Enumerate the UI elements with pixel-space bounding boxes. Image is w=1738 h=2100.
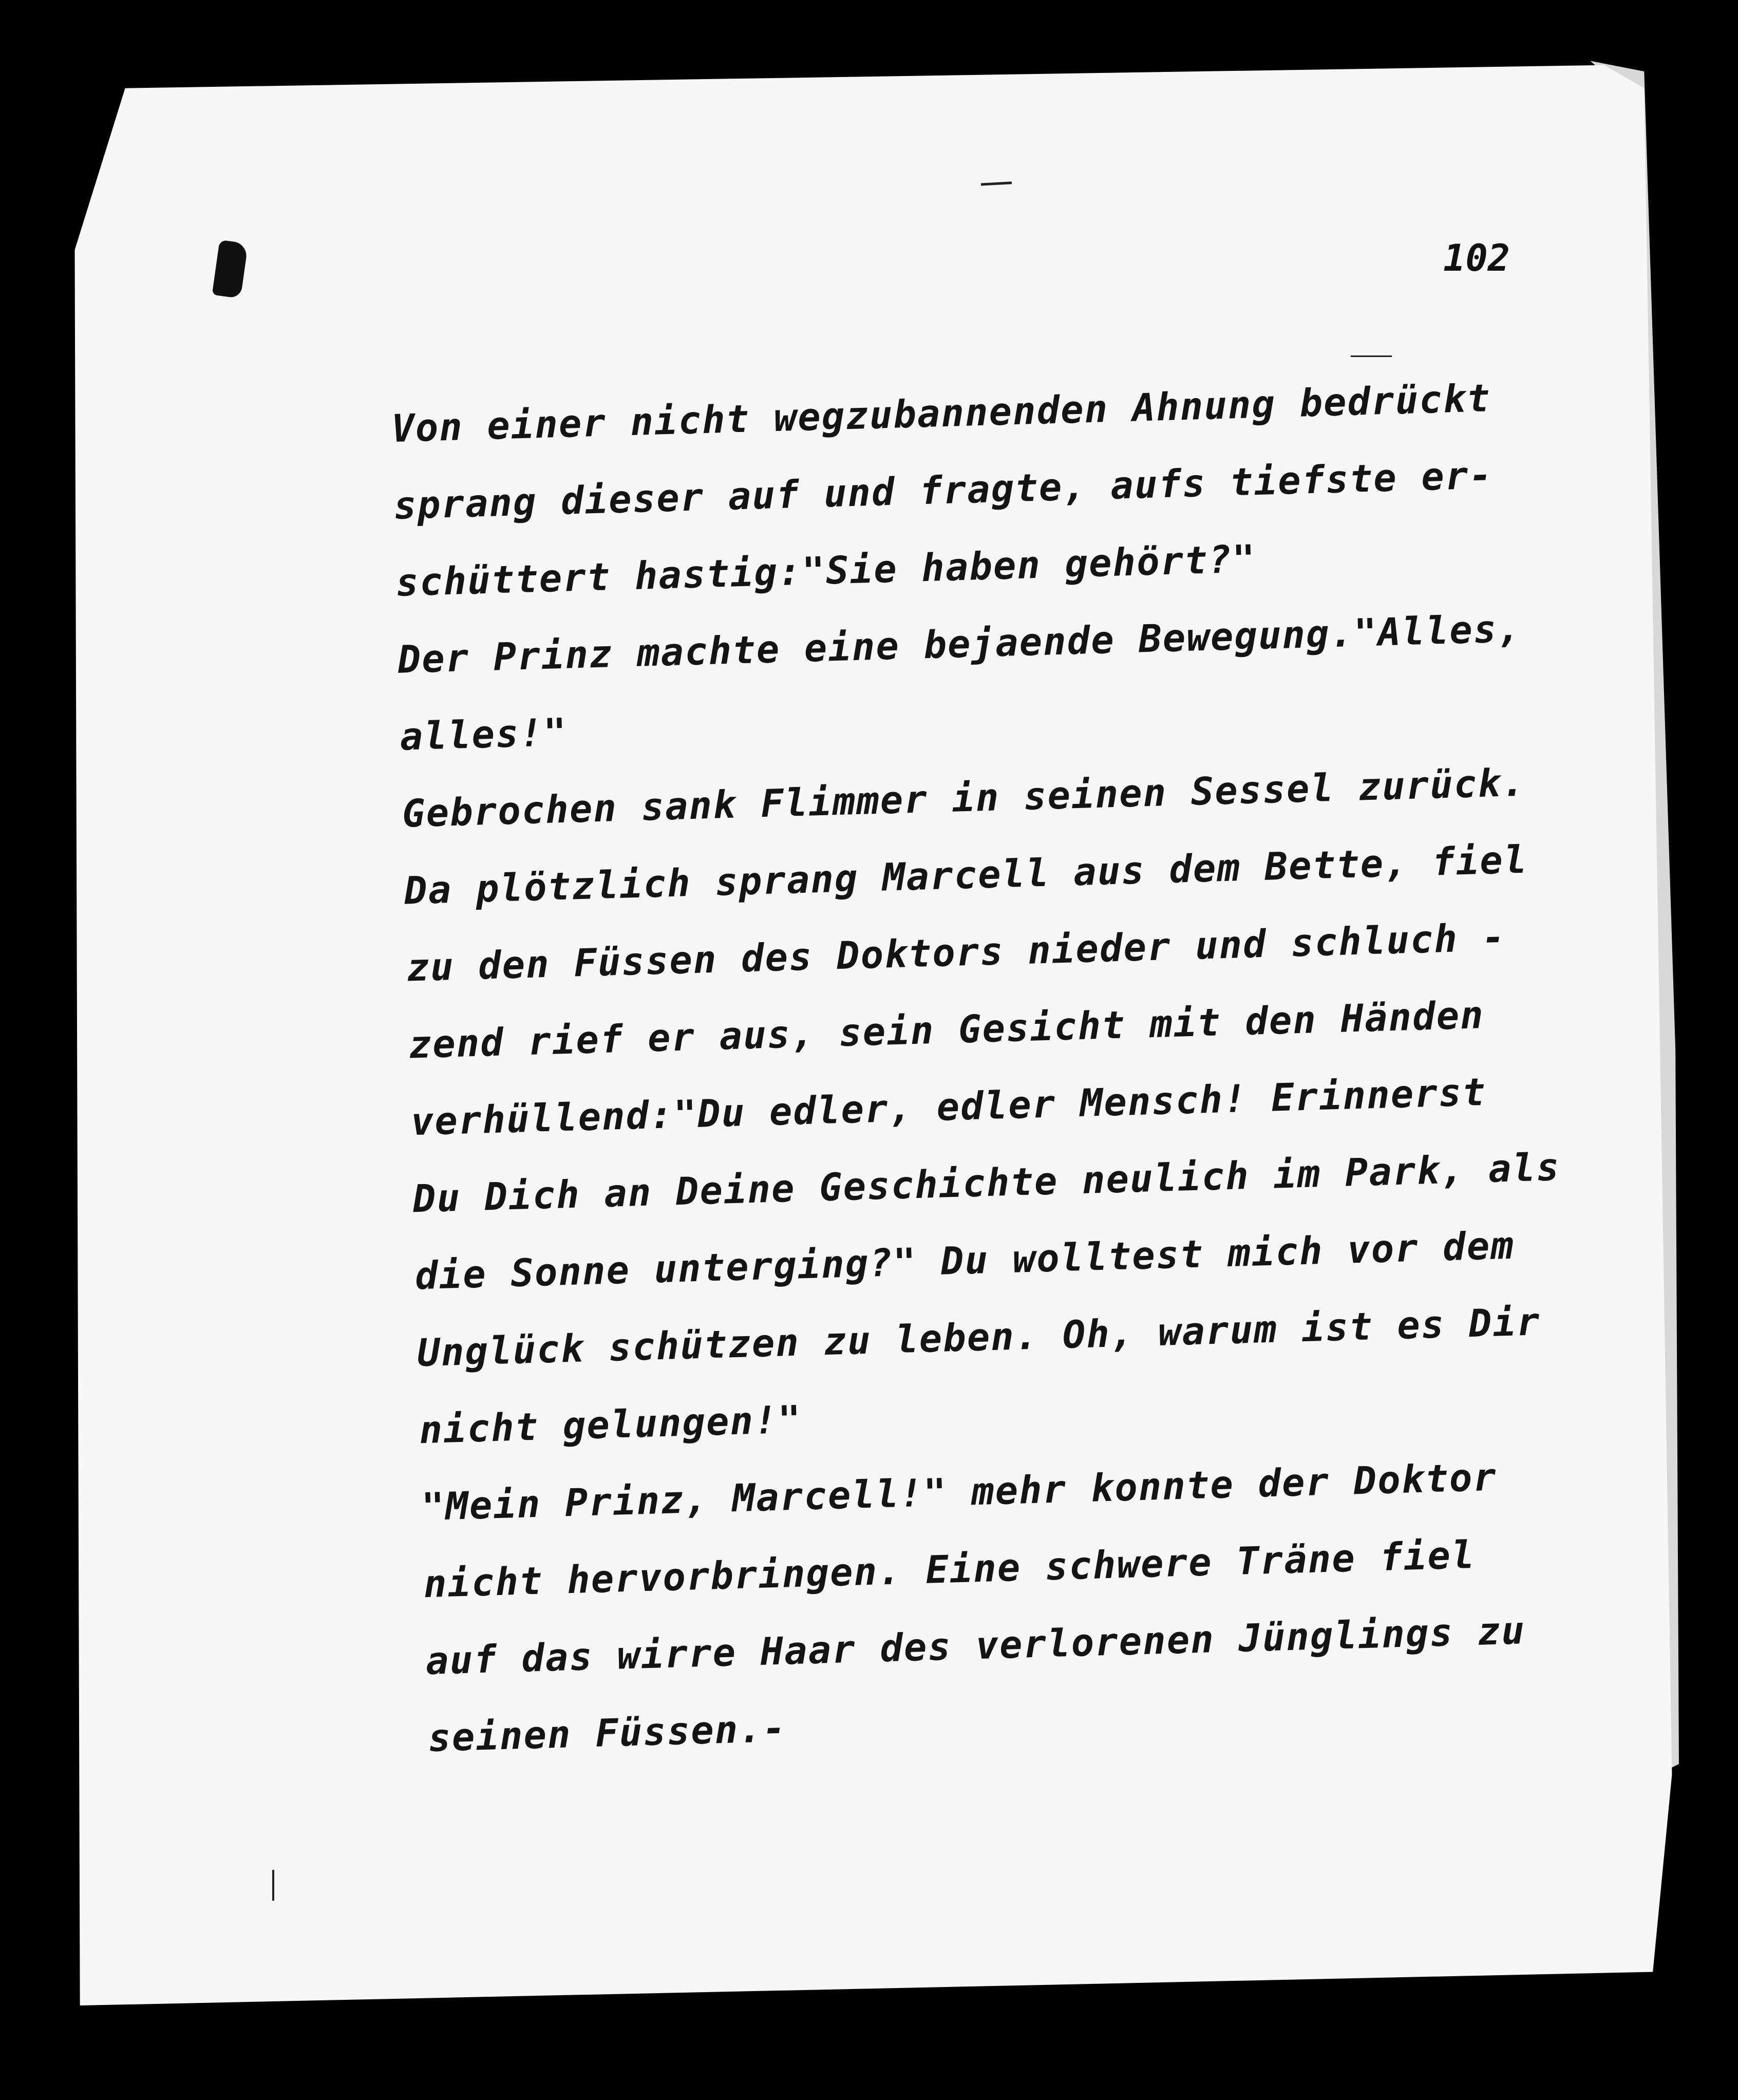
text-line: zu den Füssen des Doktors nieder und schluch - bbox=[406, 915, 1507, 990]
text-line: Gebrochen sank Flimmer in seinen Sessel zurück. bbox=[401, 760, 1526, 836]
stray-mark bbox=[1351, 355, 1392, 357]
text-line: die Sonne unterging?" Du wolltest mich vor dem bbox=[414, 1223, 1515, 1299]
text-line: Von einer nicht wegzubannenden Ahnung bedrückt bbox=[390, 376, 1491, 451]
typewritten-text bbox=[390, 358, 1610, 1777]
text-line: Da plötzlich sprang Marcell aus dem Bette, fiel bbox=[404, 837, 1528, 913]
text-line: alles!" bbox=[399, 710, 568, 759]
text-line: zend rief er aus, sein Gesicht mit den Händen bbox=[408, 993, 1485, 1067]
text-line: nicht hervorbringen. Eine schwere Träne fiel bbox=[423, 1532, 1476, 1607]
text-line: "Mein Prinz, Marcell!" mehr konnte der Doktor bbox=[421, 1455, 1498, 1530]
text-line: sprang dieser auf und fragte, aufs tiefste er- bbox=[393, 453, 1494, 528]
stray-mark bbox=[272, 1870, 274, 1901]
text-line: Du Dich an Deine Geschichte neulich im Park, als bbox=[412, 1145, 1561, 1222]
text-line: nicht gelungen!" bbox=[419, 1397, 803, 1453]
text-line: schüttert hastig:"Sie haben gehört?" bbox=[395, 537, 1257, 605]
text-line: auf das wirre Haar des verlorenen Jünglings zu bbox=[425, 1608, 1526, 1684]
text-line: verhüllend:"Du edler, edler Mensch! Erinnerst bbox=[410, 1070, 1487, 1145]
text-line: Der Prinz machte eine bejaende Bewegung."Alles, bbox=[397, 606, 1522, 682]
text-line: seinen Füssen.- bbox=[427, 1706, 787, 1760]
text-line: Unglück schützen zu leben. Oh, warum ist es Dir bbox=[417, 1300, 1541, 1376]
page-number: 102 bbox=[1443, 236, 1510, 279]
